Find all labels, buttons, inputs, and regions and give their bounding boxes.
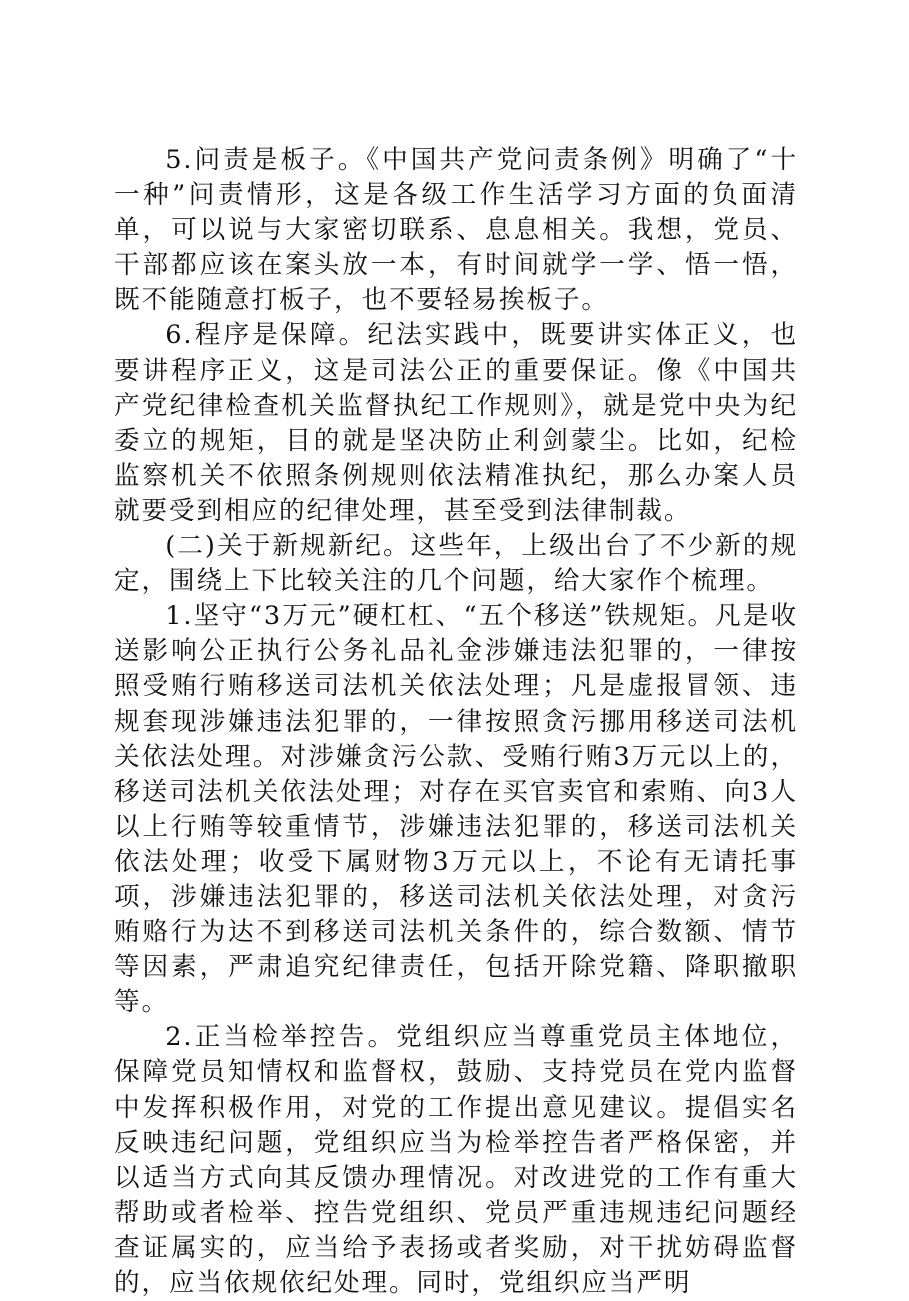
paragraph-item-5-accountability: 5.问责是板子。《中国共产党问责条例》明确了“十一种”问责情形，这是各级工作生活学习方面的负面清单，可以说与大家密切联系、息息相关。我想，党员、干部都应该在案头放一本，有时间就学一学、悟一悟，既不能随意打板子，也不要轻易挨板子。: [114, 145, 798, 316]
document-body: [114, 143, 798, 1301]
paragraph-item-6-procedure: 6.程序是保障。纪法实践中，既要讲实体正义，也要讲程序正义，这是司法公正的重要保证。像《中国共产党纪律检查机关监督执纪工作规则》，就是党中央为纪委立的规矩，目的就是坚决防止利剑蒙尘。比如，纪检监察机关不依照条例规则依法精准执纪，那么办案人员就要受到相应的纪律处理，甚至受到法律制裁。: [114, 320, 798, 526]
paragraph-item-1-30000-yuan-rule: 1.坚守“3万元”硬杠杠、“五个移送”铁规矩。凡是收送影响公正执行公务礼品礼金涉嫌违法犯罪的，一律按照受贿行贿移送司法机关依法处理；凡是虚报冒领、违规套现涉嫌违法犯罪的，一律按照贪污挪用移送司法机关依法处理。对涉嫌贪污公款、受贿行贿3万元以上的，移送司法机关依法处理；对存在买官卖官和索贿、向3人以上行贿等较重情节，涉嫌违法犯罪的，移送司法机关依法处理；收受下属财物3万元以上，不论有无请托事项，涉嫌违法犯罪的，移送司法机关依法处理，对贪污贿赂行为达不到移送司法机关条件的，综合数额、情节等因素，严肃追究纪律责任，包括开除党籍、降职撤职等。: [114, 601, 798, 1018]
paragraph-section-2-new-rules: (二)关于新规新纪。这些年，上级出台了不少新的规定，围绕上下比较关注的几个问题，给大家作个梳理。: [114, 531, 798, 597]
paragraph-item-2-reporting: 2.正当检举控告。党组织应当尊重党员主体地位，保障党员知情权和监督权，鼓励、支持党员在党内监督中发挥积极作用，对党的工作提出意见建议。提倡实名反映违纪问题，党组织应当为检举控告者严格保密，并以适当方式向其反馈办理情况。对改进党的工作有重大帮助或者检举、控告党组织、党员严重违规违纪问题经查证属实的，应当给予表扬或者奖励，对干扰妨碍监督的，应当依规依纪处理。同时，党组织应当严明: [114, 1022, 798, 1298]
